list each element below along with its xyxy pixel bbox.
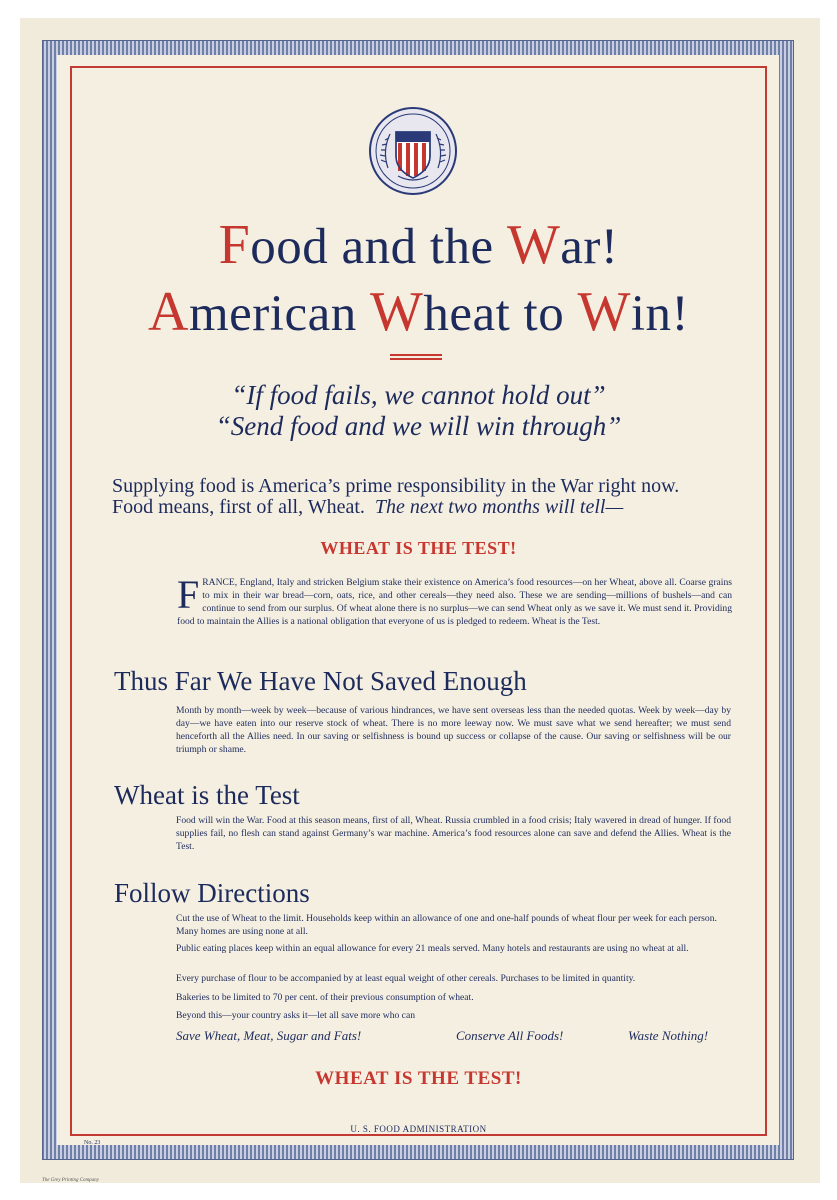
headline-cap: A (148, 281, 189, 343)
france-paragraph (177, 572, 732, 628)
headline-text: ood and the (250, 219, 507, 275)
section-heading-follow-directions: Follow Directions (114, 878, 310, 908)
headline-text: ar! (560, 219, 619, 275)
headline-cap: W (506, 214, 561, 276)
quote-2: “Send food and we will win through” (215, 411, 622, 441)
headline-text: merican (188, 286, 370, 342)
slogan-save-wheat: Save Wheat, Meat, Sugar and Fats! (176, 1028, 362, 1043)
drop-cap: F (177, 572, 200, 617)
red-divider (390, 354, 442, 361)
intro-line-1: Supplying food is America’s prime responsibility in the War right now. (112, 475, 680, 497)
direction-item: Every purchase of flour to be accompanied by at least equal weight of other cereals. Purchases to be limited in quantity. (176, 973, 636, 984)
us-food-administration-credit: U. S. FOOD ADMINISTRATION (350, 1124, 487, 1134)
headline-line-1 (72, 213, 765, 277)
poster-number: No. 23 (84, 1140, 101, 1146)
section-heading-wheat-test: Wheat is the Test (114, 780, 300, 810)
headline-cap: W (369, 281, 424, 343)
section-heading-not-saved-enough: Thus Far We Have Not Saved Enough (114, 666, 527, 696)
intro-plain: Food means, first of all, Wheat. (112, 496, 365, 518)
wheat-test-paragraph: Food will win the War. Food at this season means, first of all, Wheat. Russia crumbled in a food crisis; Italy wavered in dread of hunger. If food supplies fail, no flesh can stand against Germany’s war machine. America’s food resources alone can save and defend the Allies. Wheat is the Test. (176, 815, 731, 852)
direction-item: Cut the use of Wheat to the limit. Households keep within an allowance of one and one-half pounds of wheat flour per week for each person. Many homes are using none at all. (176, 913, 717, 937)
wheat-is-the-test-heading: WHEAT IS THE TEST! (320, 538, 517, 558)
headline-line-2 (72, 280, 765, 344)
direction-item: Public eating places keep within an equal allowance for every 21 meals served. Many hotels and restaurants are using no wheat at all. (176, 943, 689, 954)
slogan-waste-nothing: Waste Nothing! (628, 1028, 709, 1043)
headline-cap: W (577, 281, 631, 343)
france-text: RANCE, England, Italy and stricken Belgium stake their existence on America’s food resources—on her Wheat, above all. Coarse grains to mix in their war bread—corn, oats, rice, and other cereals—they need also. These we are sending—millions of bushels—and can continue to send from our surplus. Of wheat alone there is no surplus—we can send Wheat only as we save it. We must send it. Providing food to maintain the Allies is a national obligation that everyone of us is pledged to redeem. Wheat is the Test. (177, 577, 732, 627)
headline-text: in! (630, 286, 689, 342)
direction-item: Beyond this—your country asks it—let all save more who can (176, 1010, 415, 1021)
wheat-is-the-test-footer: WHEAT IS THE TEST! (315, 1068, 522, 1089)
poster-content (72, 68, 765, 1146)
slogan-conserve-foods: Conserve All Foods! (456, 1028, 564, 1043)
headline-text: heat to (423, 286, 578, 342)
intro-italic: The next two months will tell— (374, 496, 624, 518)
headline-cap: F (218, 214, 251, 276)
printer-mark: The Grey Printing Company (42, 1178, 99, 1183)
intro-line-2 (112, 496, 732, 519)
quote-1: “If food fails, we cannot hold out” (231, 380, 606, 410)
direction-item: Bakeries to be limited to 70 per cent. of their previous consumption of wheat. (176, 992, 474, 1003)
us-food-administration-seal-icon (368, 106, 458, 196)
not-saved-enough-paragraph: Month by month—week by week—because of various hindrances, we have sent overseas less than the needed quotas. Week by week—day by day—we have eaten into our reserve stock of wheat. There is no more leeway now. We must save what we send hereafter; we must send henceforth all the Allies need. In our saving or selfishness is bound up success or collapse of the cause. Our saving or selfishness will be our triumph or shame. (176, 705, 731, 755)
slogans-row (176, 1028, 728, 1048)
